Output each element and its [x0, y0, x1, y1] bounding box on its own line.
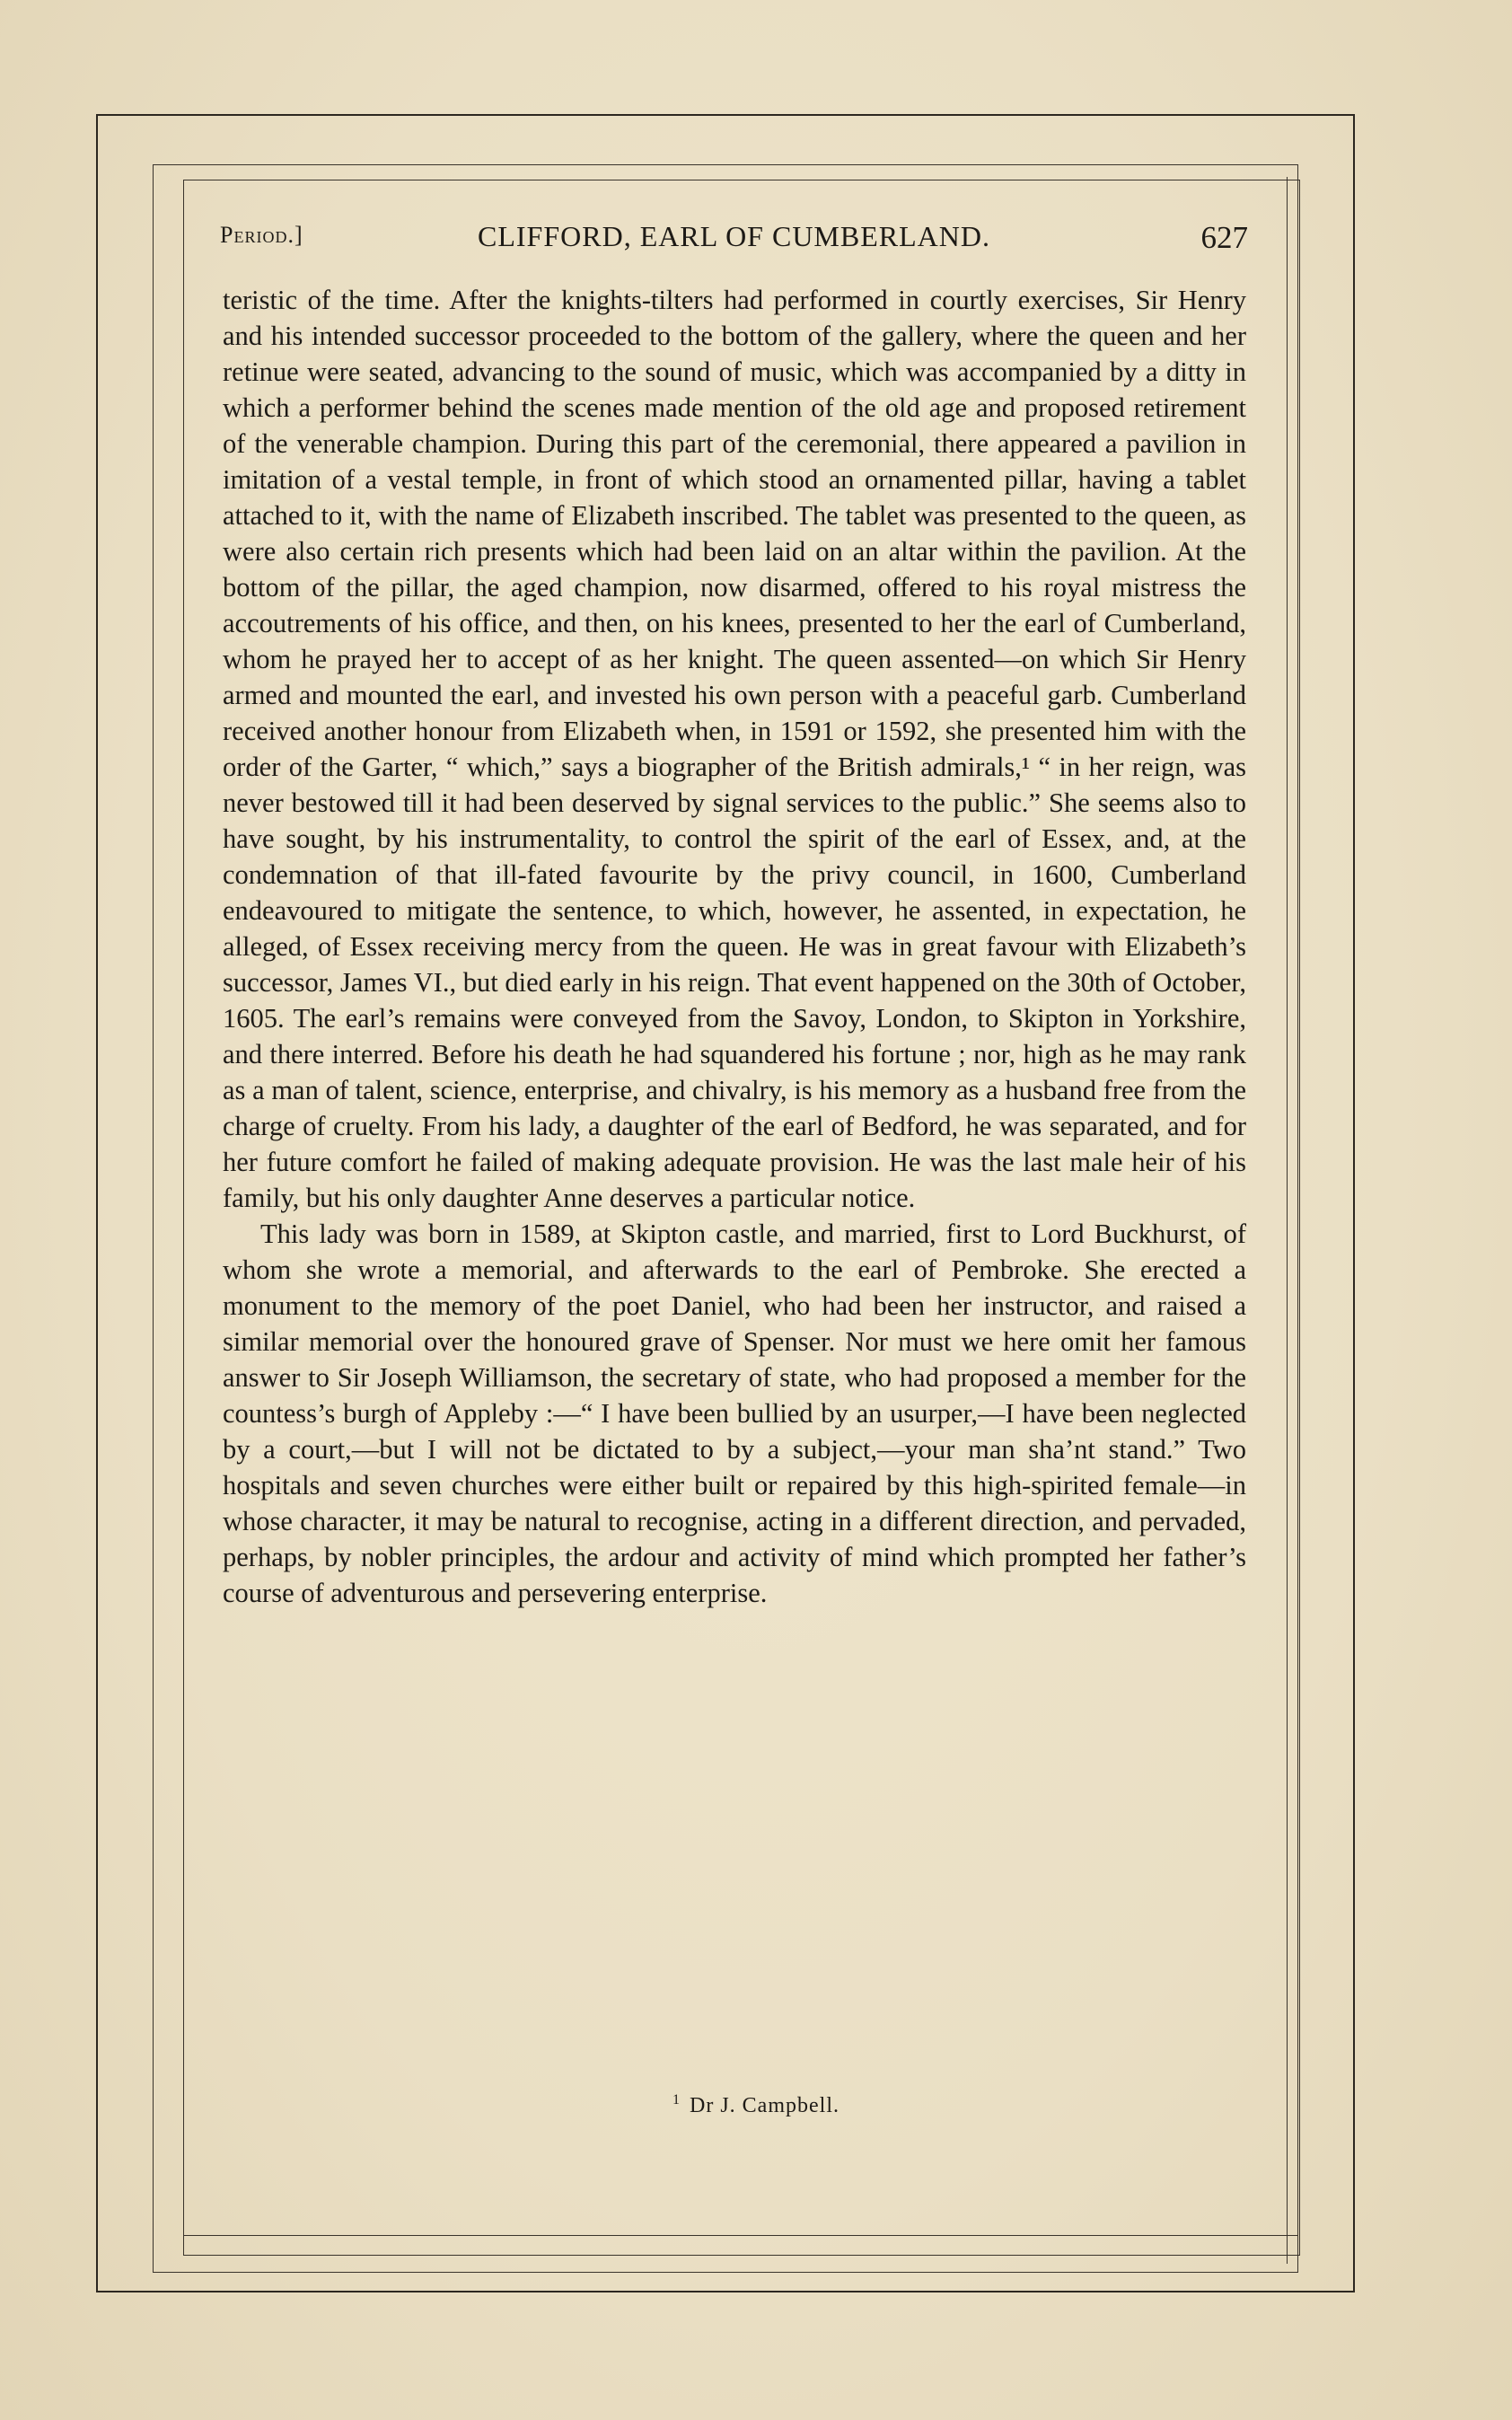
page-title: CLIFFORD, EARL OF CUMBERLAND.	[478, 220, 990, 252]
page-number: 627	[1200, 220, 1248, 255]
bottom-border-rule	[184, 2235, 1297, 2236]
right-border-rule	[1287, 177, 1288, 2264]
paragraph-1: teristic of the time. After the knights-tilters had performed in courtly exercises, Sir Henry and his intended successor proceeded to the bottom of the gallery, where the queen and her retinue were seated, advancing to the sound of music, which was accompanied by a ditty in which a performer behind the scenes made mention of the old age and proposed retirement of the venerable champion. During this part of the ceremonial, there appeared a pavilion in imitation of a vestal temple, in front of which stood an ornamented pillar, having a tablet attached to it, with the name of Elizabeth inscribed. The tablet was presented to the queen, as were also certain rich presents which had been laid on an altar within the pavilion. At the bottom of the pillar, the aged champion, now disarmed, offered to his royal mistress the accoutrements of his office, and then, on his knees, presented to her the earl of Cumberland, whom he prayed her to accept of as her knight. The queen assented—on which Sir Henry armed and mounted the earl, and invested his own person with a peaceful garb. Cumberland received another honour from Elizabeth when, in 1591 or 1592, she presented him with the order of the Garter, “ which,” says a biographer of the British admirals,¹ “ in her reign, was never bestowed till it had been deserved by signal services to the public.” She seems also to have sought, by his instrumentality, to control the spirit of the earl of Essex, and, at the condemnation of that ill-fated favourite by the privy council, in 1600, Cumberland endeavoured to mitigate the sentence, to which, however, he assented, in expectation, he alleged, of Essex receiving mercy from the queen. He was in great favour with Elizabeth’s successor, James VI., but died early in his reign. That event happened on the 30th of October, 1605. The earl’s remains were conveyed from the Savoy, London, to Skipton in Yorkshire, and there interred. Before his death he had squandered his fortune ; nor, high as he may rank as a man of talent, science, enterprise, and chivalry, is his memory as a husband free from the charge of cruelty. From his lady, a daughter of the earl of Bedford, he was separated, and for her future comfort he failed of making adequate provision. He was the last male heir of his family, but his only daughter Anne deserves a particular notice.	[223, 285, 1246, 1213]
running-header	[220, 220, 1248, 265]
footnote	[0, 2092, 1512, 2118]
footnote-marker: 1	[672, 2092, 681, 2108]
footnote-text: Dr J. Campbell.	[690, 2094, 840, 2117]
header-period-label: Period.]	[220, 222, 303, 248]
body-text	[223, 282, 1246, 1611]
paragraph-2: This lady was born in 1589, at Skipton castle, and married, first to Lord Buckhurst, of whom she wrote a memorial, and afterwards to the earl of Pembroke. She erected a monument to the memory of the poet Daniel, who had been her instructor, and raised a similar memorial over the honoured grave of Spenser. Nor must we here omit her famous answer to Sir Joseph Williamson, the secretary of state, who had proposed a member for the countess’s burgh of Appleby :—“ I have been bullied by an usurper,—I have been neglected by a court,—but I will not be dictated to by a subject,—your man sha’nt stand.” Two hospitals and seven churches were either built or repaired by this high-spirited female—in whose character, it may be natural to recognise, acting in a different direction, and pervaded, perhaps, by nobler principles, the ardour and activity of mind which prompted her father’s course of adventurous and persevering enterprise.	[223, 1219, 1246, 1608]
